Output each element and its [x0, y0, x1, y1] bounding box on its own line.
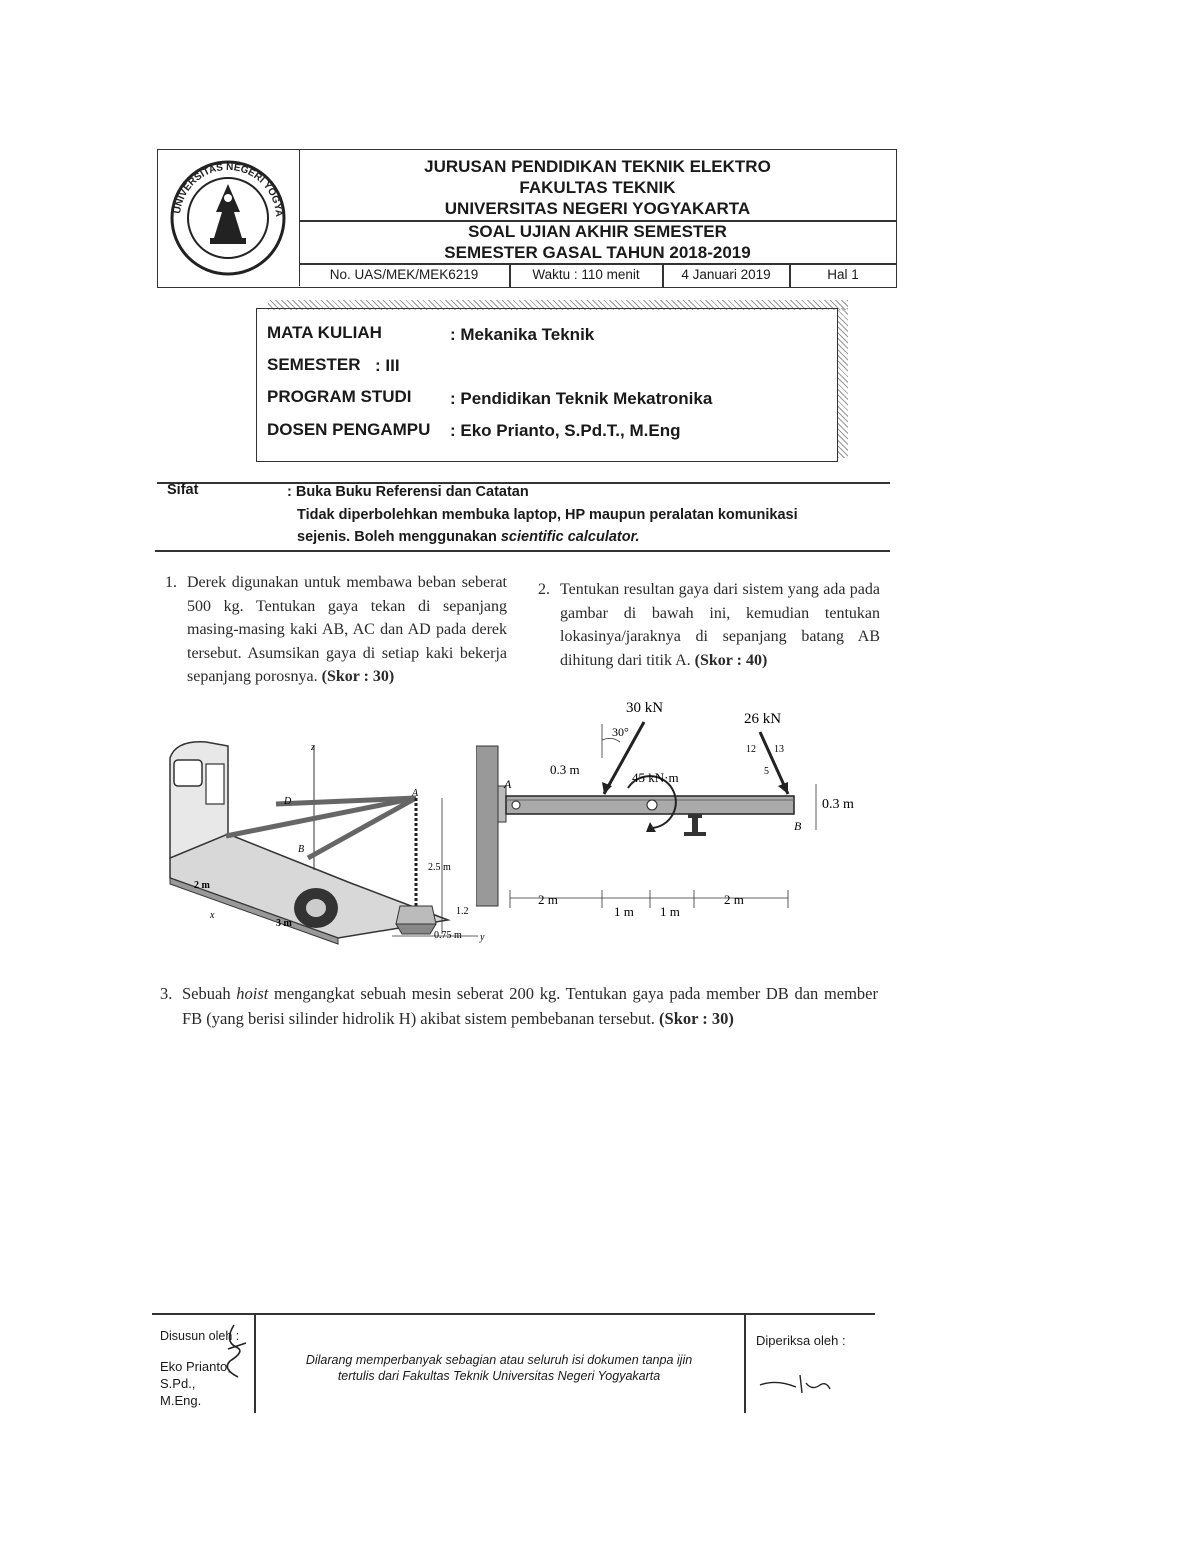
course-label: MATA KULIAH — [267, 323, 382, 342]
fig1-dim-075: 0.75 m — [434, 930, 462, 941]
footer-notice-1: Dilarang memperbanyak sebagian atau seluruh isi dokumen tanpa ijin — [305, 1353, 693, 1367]
lecturer-value: : Eko Prianto, S.Pd.T., M.Eng — [450, 421, 681, 440]
footer-author-3: M.Eng. — [160, 1393, 202, 1408]
sifat-label: Sifat — [167, 482, 199, 498]
author-signature — [216, 1321, 256, 1381]
fig2-angle: 30° — [612, 725, 629, 739]
fig1-label-d: D — [284, 796, 292, 807]
fig2-label-b: B — [794, 819, 802, 833]
fig2-ratio-5: 5 — [764, 766, 769, 777]
fig2-ratio-13: 13 — [774, 744, 784, 755]
sifat-line-2: Tidak diperbolehkan membuka laptop, HP maupun peralatan komunikasi — [297, 507, 798, 523]
question-1-number: 1. — [165, 574, 177, 591]
fig2-span-4: 2 m — [724, 892, 744, 907]
footer-notice-2: tertulis dari Fakultas Teknik Universitas Negeri Yogyakarta — [337, 1369, 661, 1383]
university-title: UNIVERSITAS NEGERI YOGYAKARTA — [444, 199, 751, 218]
page-number: Hal 1 — [827, 267, 859, 282]
question-3-number: 3. — [160, 984, 173, 1003]
question-1-score: (Skor : 30) — [321, 668, 395, 685]
question-3-score: (Skor : 30) — [659, 1008, 734, 1028]
fig2-dim-03-left: 0.3 m — [550, 762, 580, 777]
fig1-label-y: y — [480, 932, 485, 943]
fig1-dim-12: 1.2 — [456, 906, 469, 917]
fig1-label-b: B — [298, 844, 305, 855]
fig1-label-a: A — [412, 788, 419, 799]
fig1-dim-3m: 3 m — [276, 918, 292, 929]
fig2-span-1: 2 m — [538, 892, 558, 907]
question-1 — [165, 571, 507, 689]
fig1-label-z: z — [311, 742, 315, 753]
semester-title: SEMESTER GASAL TAHUN 2018-2019 — [444, 243, 751, 262]
dept-title: JURUSAN PENDIDIKAN TEKNIK ELEKTRO — [424, 157, 771, 176]
footer-author-2: S.Pd., — [160, 1376, 196, 1391]
exam-duration: Waktu : 110 menit — [532, 267, 640, 282]
question-1-text: Derek digunakan untuk membawa beban seberat 500 kg. Tentukan gaya tekan di sepanjang masing-masing kaki AB, AC dan AD pada derek tersebut. Asumsikan gaya di setiap kaki bekerja sepanjang porosnya. — [187, 574, 507, 685]
course-box-shadow-right — [838, 308, 848, 458]
fig2-label-a: A — [504, 777, 512, 791]
footer-author-1: Eko Prianto, — [160, 1359, 231, 1374]
fig2-span-3: 1 m — [660, 904, 680, 919]
faculty-title: FAKULTAS TEKNIK — [519, 178, 676, 197]
doc-number: No. UAS/MEK/MEK6219 — [329, 267, 479, 282]
footer-prepared-label: Disusun oleh : — [160, 1329, 240, 1343]
fig1-dim-2m: 2 m — [194, 880, 210, 891]
logo-lettering: UNIVERSITAS NEGERI YOGYA — [172, 161, 285, 218]
question-3-text: mengangkat sebuah mesin seberat 200 kg. Tentukan gaya pada member DB dan member FB (yang berisi silinder hidrolik H) akibat sistem pembebanan tersebut. — [182, 984, 879, 1028]
lecturer-label: DOSEN PENGAMPU — [267, 420, 431, 439]
question-2 — [538, 578, 880, 672]
figure-derrick — [166, 738, 486, 950]
sifat-line-1: : Buka Buku Referensi dan Catatan — [287, 484, 529, 500]
fig2-dim-03-right: 0.3 m — [822, 797, 854, 812]
exam-date: 4 Januari 2019 — [681, 267, 771, 282]
fig2-force-26: 26 kN — [744, 711, 782, 727]
question-2-score: (Skor : 40) — [694, 651, 768, 669]
fig1-label-x: x — [210, 910, 215, 921]
question-2-text: Tentukan resultan gaya dari sistem yang ada pada gambar di bawah ini, kemudian tentukan lokasinya/jaraknya di sepanjang batang AB dihitung dari titik A. — [560, 581, 880, 669]
course-value: : Mekanika Teknik — [450, 325, 595, 344]
fig2-span-2: 1 m — [614, 904, 634, 919]
semester-label: SEMESTER — [267, 355, 361, 374]
footer-box — [152, 1313, 875, 1413]
exam-title: SOAL UJIAN AKHIR SEMESTER — [468, 222, 727, 241]
course-info-box — [256, 308, 838, 462]
checker-signature — [756, 1369, 836, 1399]
footer-checked-label: Diperiksa oleh : — [756, 1333, 846, 1348]
program-value: : Pendidikan Teknik Mekatronika — [450, 389, 713, 408]
sifat-line-3: sejenis. Boleh menggunakan scientific calculator. — [297, 529, 640, 545]
figure-beam — [476, 694, 868, 926]
header-box — [157, 149, 897, 288]
fig2-force-30: 30 kN — [626, 700, 664, 716]
program-label: PROGRAM STUDI — [267, 387, 412, 406]
fig1-dim-height: 2.5 m — [428, 862, 451, 873]
logo-cell — [158, 150, 300, 286]
semester-value: : III — [375, 356, 400, 375]
question-3: 3. Sebuah hoist mengangkat sebuah mesin seberat 200 kg. Tentukan gaya pada member DB dan member FB (yang berisi silinder hidrolik H) akibat sistem pembebanan tersebut. (Skor : 30) — [160, 984, 879, 1028]
fig2-moment: 45 kN·m — [632, 770, 679, 785]
question-3-hoist: hoist — [236, 984, 269, 1003]
university-logo — [158, 150, 299, 286]
question-2-number: 2. — [538, 581, 550, 598]
fig2-ratio-12: 12 — [746, 744, 756, 755]
divider-bottom — [155, 550, 890, 552]
